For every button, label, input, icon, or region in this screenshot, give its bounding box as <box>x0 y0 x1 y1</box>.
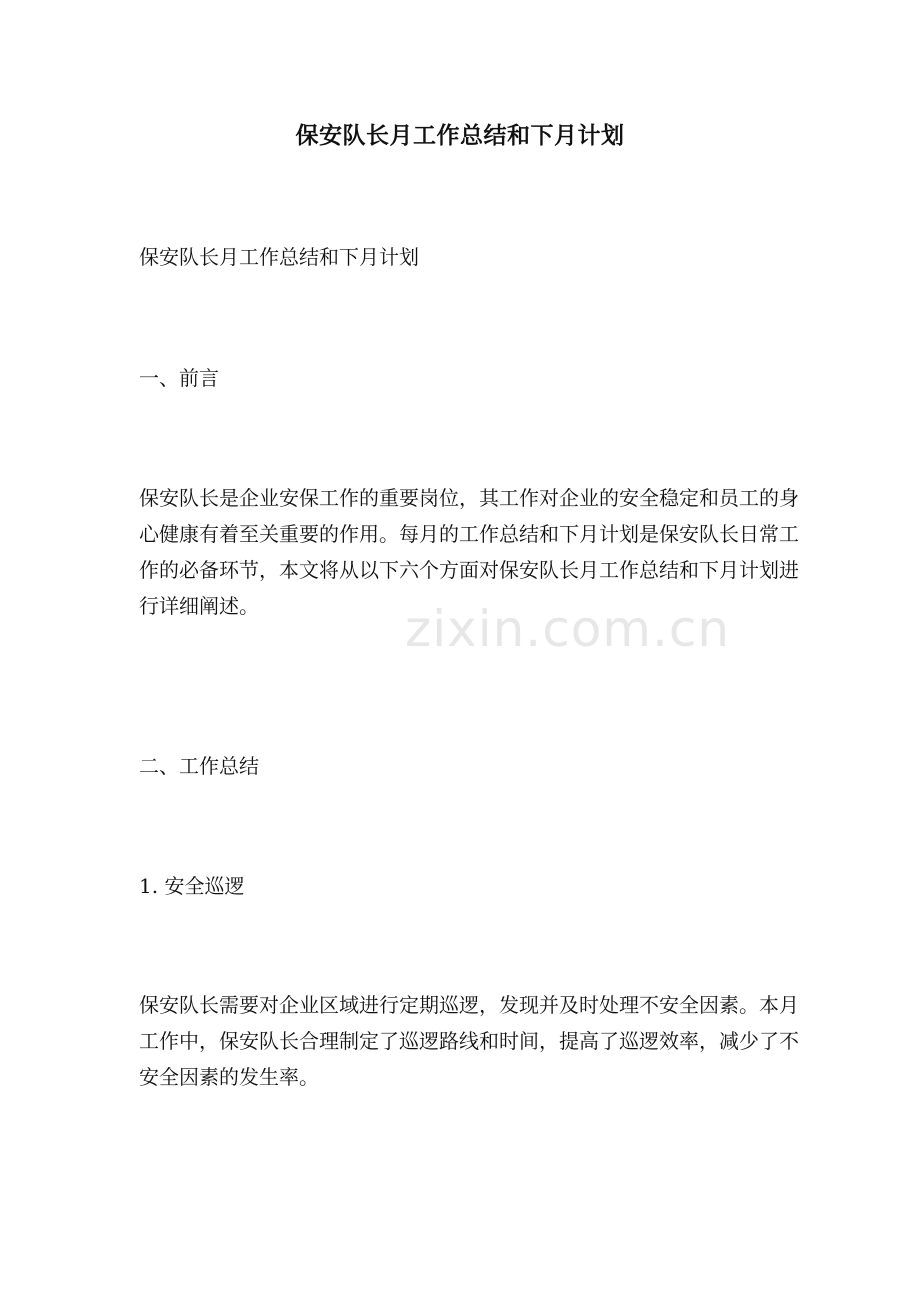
security-patrol-paragraph: 保安队长需要对企业区域进行定期巡逻，发现并及时处理不安全因素。本月工作中，保安队长合理制定了巡逻路线和时间，提高了巡逻效率，减少了不安全因素的发生率。 <box>139 993 799 1089</box>
preface-paragraph: 保安队长是企业安保工作的重要岗位，其工作对企业的安全稳定和员工的身心健康有着至关重要的作用。每月的工作总结和下月计划是保安队长日常工作的必备环节，本文将从以下六个方面对保安队长月工作总结和下月计划进行详细阐述。 <box>139 486 799 618</box>
watermark-text: zixin.com.cn <box>405 600 731 658</box>
section-heading-preface: 一、前言 <box>139 366 219 390</box>
document-subtitle: 保安队长月工作总结和下月计划 <box>139 245 419 269</box>
document-title: 保安队长月工作总结和下月计划 <box>295 122 625 149</box>
section-heading-work-summary: 二、工作总结 <box>139 754 259 778</box>
item-heading-security-patrol: 1. 安全巡逻 <box>139 874 245 898</box>
